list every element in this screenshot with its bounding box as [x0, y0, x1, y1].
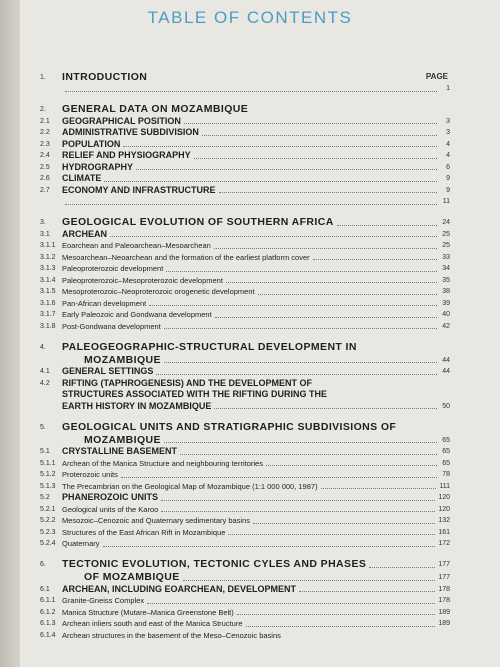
- toc-entry-number: 2.2: [40, 129, 50, 136]
- dot-leader: [321, 488, 437, 489]
- toc-entry[interactable]: [40, 139, 450, 151]
- toc-entry[interactable]: [40, 150, 450, 162]
- toc-entry-number: 6.1: [40, 585, 50, 593]
- toc-entry-title: GEOGRAPHICAL POSITION: [62, 115, 181, 126]
- toc-entry[interactable]: [40, 366, 450, 378]
- toc-entry[interactable]: [40, 492, 450, 504]
- dot-leader: [136, 169, 437, 170]
- toc-entry[interactable]: [40, 286, 450, 298]
- toc-entry[interactable]: [40, 458, 450, 470]
- toc-entry-page: 189: [438, 620, 450, 627]
- toc-entry-page: 178: [438, 597, 450, 604]
- toc-entry-title: ADMINISTRATIVE SUBDIVISION: [62, 127, 199, 137]
- toc-entry-number: 4.: [40, 343, 46, 351]
- toc-entry[interactable]: [40, 162, 450, 174]
- toc-entry-page: 65: [442, 448, 450, 455]
- toc-entry-page: 40: [442, 311, 450, 318]
- toc-entry-page: 65: [442, 436, 450, 444]
- dot-leader: [65, 204, 437, 205]
- toc-entry-title: HYDROGRAPHY: [62, 161, 134, 172]
- toc-entry[interactable]: [40, 378, 450, 390]
- dot-leader: [104, 181, 437, 182]
- toc-entry-title: Quaternary: [62, 539, 100, 548]
- toc-entry-title: Archean of the Manica Structure and neighbouring territories: [62, 458, 263, 468]
- toc-entry-page: 25: [442, 230, 450, 238]
- toc-entry[interactable]: [40, 263, 450, 275]
- toc-entry-number: 4.2: [40, 379, 50, 387]
- toc-entry[interactable]: [40, 185, 450, 197]
- toc-entry[interactable]: [40, 584, 450, 596]
- toc-entry-title: The Precambrian on the Geological Map of Mozambique (1:1 000 000, 1987): [62, 481, 318, 491]
- toc-entry-number: 2.3: [40, 140, 50, 148]
- dot-leader: [164, 442, 437, 443]
- dot-leader: [253, 523, 435, 524]
- dot-leader: [149, 305, 437, 306]
- toc-entry-title: Geological units of the Karoo: [62, 504, 159, 514]
- toc-entry[interactable]: [40, 252, 450, 264]
- toc-entry-title: CRYSTALLINE BASEMENT: [62, 446, 178, 456]
- toc-entry-number: 3.1.8: [40, 322, 56, 330]
- dot-leader: [180, 454, 437, 455]
- toc-entry-number: 2.: [40, 106, 46, 113]
- toc-entry-title: Structures of the East African Rift in Mozambique: [62, 527, 226, 537]
- toc-entry-title: Eoarchean and Paleoarchean–Mesoarchean: [62, 241, 211, 250]
- dot-leader: [228, 534, 435, 535]
- dot-leader: [369, 567, 435, 568]
- toc-entry-page: 111: [439, 482, 450, 490]
- toc-entry-number: 3.1.4: [40, 276, 56, 284]
- toc-entry-page: 177: [438, 574, 450, 581]
- toc-entry-title: Pan-African development: [62, 298, 147, 308]
- toc-entry-number: 5.2.4: [40, 540, 56, 547]
- table-of-contents: [40, 70, 450, 641]
- dot-leader: [219, 192, 437, 193]
- dot-leader: [121, 477, 437, 478]
- toc-entry-title: MOZAMBIQUE: [84, 434, 161, 446]
- toc-entry-number: 3.1.7: [40, 311, 56, 318]
- toc-entry-number: 2.7: [40, 186, 50, 194]
- toc-entry-title: ARCHEAN, INCLUDING EOARCHEAN, DEVELOPMENT: [62, 583, 297, 594]
- toc-entry-title: Early Paleozoic and Gondwana development: [62, 310, 212, 319]
- toc-entry[interactable]: [40, 469, 450, 481]
- dot-leader: [266, 465, 437, 466]
- toc-entry-number: 2.4: [40, 152, 50, 159]
- toc-entry-title: PALEOGEOGRAPHIC-STRUCTURAL DEVELOPMENT IN: [62, 341, 357, 353]
- toc-entry[interactable]: [40, 196, 450, 208]
- toc-entry[interactable]: [40, 340, 450, 353]
- page-title: TABLE OF CONTENTS: [147, 8, 353, 27]
- toc-entry-title: Archean structures in the basement of the Meso–Cenozoic basins: [62, 630, 281, 640]
- dot-leader: [164, 362, 437, 363]
- toc-entry-page: 177: [438, 561, 450, 568]
- toc-entry-page: 9: [446, 186, 450, 194]
- dot-leader: [226, 282, 437, 283]
- section-gap: [40, 412, 450, 420]
- toc-entry-number: 1.: [40, 73, 46, 81]
- toc-entry-title: ECONOMY AND INFRASTRUCTURE: [62, 184, 216, 195]
- toc-entry-number: 3.1.6: [40, 299, 56, 307]
- toc-entry[interactable]: [40, 353, 450, 366]
- dot-leader: [164, 328, 437, 329]
- toc-entry-page: 3: [446, 129, 450, 136]
- dot-leader: [156, 374, 437, 375]
- toc-entry-number: 3.1.3: [40, 265, 56, 272]
- toc-entry[interactable]: [40, 103, 450, 116]
- dot-leader: [258, 294, 437, 295]
- toc-entry-number: 5.: [40, 423, 46, 431]
- toc-entry[interactable]: [40, 173, 450, 185]
- toc-entry-page: 24: [442, 219, 450, 226]
- toc-entry-page: 189: [438, 608, 450, 616]
- dot-leader: [65, 91, 437, 92]
- toc-entry-number: 3.1: [40, 230, 50, 238]
- toc-entry-page: 120: [438, 494, 450, 501]
- toc-entry-title: GENERAL SETTINGS: [62, 366, 154, 376]
- toc-entry-title: Mesoproterozoic–Neoproterozoic orogenetic development: [62, 287, 255, 296]
- toc-entry-number: 6.1.2: [40, 608, 56, 616]
- toc-entry[interactable]: [40, 309, 450, 321]
- toc-entry-page: 11: [442, 198, 450, 205]
- toc-entry[interactable]: [40, 595, 450, 607]
- dot-leader: [214, 248, 437, 249]
- toc-entry[interactable]: [40, 298, 450, 310]
- toc-entry-title: PHANEROZOIC UNITS: [62, 492, 159, 502]
- dot-leader: [337, 225, 437, 226]
- toc-entry[interactable]: [40, 618, 450, 630]
- toc-entry-title: GENERAL DATA ON MOZAMBIQUE: [62, 104, 249, 115]
- toc-entry-title: Paleoproterozoic development: [62, 264, 164, 273]
- toc-entry-page: 44: [442, 356, 450, 364]
- toc-entry-number: 2.6: [40, 175, 50, 182]
- toc-entry-page: 33: [442, 253, 450, 261]
- toc-entry-number: 6.1.4: [40, 631, 56, 639]
- toc-entry-page: 50: [442, 402, 450, 410]
- toc-entry-title: Paleoproterozoic–Mesoproterozoic development: [62, 275, 223, 285]
- toc-entry[interactable]: [40, 481, 450, 493]
- dot-leader: [194, 158, 437, 159]
- toc-entry[interactable]: [40, 275, 450, 287]
- toc-entry-number: 5.1.2: [40, 471, 56, 478]
- dot-leader: [147, 603, 435, 604]
- toc-entry[interactable]: [40, 515, 450, 527]
- dot-leader: [237, 614, 436, 615]
- toc-entry[interactable]: [40, 401, 450, 413]
- toc-entry[interactable]: [40, 216, 450, 229]
- toc-entry[interactable]: [40, 229, 450, 241]
- toc-entry-page: 38: [442, 288, 450, 295]
- toc-entry[interactable]: [40, 389, 450, 401]
- toc-entry-title: GEOLOGICAL EVOLUTION OF SOUTHERN AFRICA: [62, 217, 334, 228]
- page-column-header: PAGE: [425, 72, 448, 81]
- toc-entry-number: 5.1: [40, 448, 50, 455]
- toc-entry-title: STRUCTURES ASSOCIATED WITH THE RIFTING DURING THE: [62, 389, 327, 399]
- dot-leader: [299, 591, 435, 592]
- toc-entry-page: 1: [446, 85, 450, 92]
- toc-entry[interactable]: [40, 527, 450, 539]
- toc-entry[interactable]: [40, 571, 450, 584]
- toc-entry-page: 35: [442, 276, 450, 284]
- toc-entry-title: POPULATION: [62, 138, 121, 149]
- dot-leader: [110, 236, 437, 237]
- toc-entry-page: 178: [438, 585, 450, 593]
- toc-entry-title: MOZAMBIQUE: [84, 354, 161, 366]
- book-gutter: [0, 0, 20, 667]
- toc-entry-page: 6: [446, 163, 450, 171]
- section-gap: [40, 208, 450, 216]
- toc-entry-number: 3.1.5: [40, 288, 56, 295]
- toc-entry-title: Mesoarchean–Neoarchean and the formation of the earliest platform cover: [62, 252, 310, 262]
- toc-entry-number: 3.: [40, 219, 46, 226]
- dot-leader: [103, 546, 436, 547]
- section-gap: [40, 550, 450, 558]
- toc-entry-number: 3.1.2: [40, 253, 56, 261]
- toc-entry[interactable]: [40, 446, 450, 458]
- toc-entry-number: 5.1.1: [40, 459, 56, 467]
- toc-entry-page: 34: [442, 265, 450, 272]
- toc-entry[interactable]: [40, 127, 450, 139]
- dot-leader: [184, 123, 437, 124]
- toc-entry-number: 5.2.3: [40, 528, 56, 536]
- dot-leader: [183, 580, 436, 581]
- toc-entry-number: 5.1.3: [40, 482, 56, 490]
- toc-entry-page: 3: [446, 117, 450, 125]
- toc-entry[interactable]: [40, 433, 450, 446]
- toc-entry-page: 132: [438, 517, 450, 524]
- toc-entry-number: 3.1.1: [40, 242, 56, 249]
- dot-leader: [161, 500, 435, 501]
- toc-entry-title: Granite-Gneiss Complex: [62, 596, 145, 605]
- toc-entry[interactable]: [40, 321, 450, 333]
- toc-entry-page: 4: [446, 140, 450, 148]
- toc-entry[interactable]: [40, 538, 450, 550]
- toc-entry-number: 6.1.3: [40, 620, 56, 627]
- toc-entry-title: RELIEF AND PHYSIOGRAPHY: [62, 150, 191, 160]
- dot-leader: [161, 511, 435, 512]
- toc-entry[interactable]: [40, 240, 450, 252]
- toc-entry-title: GEOLOGICAL UNITS AND STRATIGRAPHIC SUBDIVISIONS OF: [62, 421, 397, 433]
- toc-entry-title: EARTH HISTORY IN MOZAMBIQUE: [62, 400, 212, 411]
- toc-entry-title: Manica Structure (Mutare–Manica Greenstone Belt): [62, 607, 234, 617]
- toc-entry-title: RIFTING (TAPHROGENESIS) AND THE DEVELOPMENT OF: [62, 377, 313, 388]
- toc-entry[interactable]: [40, 116, 450, 128]
- section-gap: [40, 332, 450, 340]
- dot-leader: [123, 146, 437, 147]
- toc-entry-page: 9: [446, 175, 450, 182]
- toc-entry-title: Proterozoic units: [62, 470, 118, 479]
- toc-entry-page: 44: [442, 368, 450, 375]
- toc-entry[interactable]: [40, 630, 450, 642]
- toc-entry[interactable]: [40, 558, 450, 571]
- toc-entry-number: 5.2: [40, 494, 50, 501]
- toc-entry-page: 161: [438, 528, 450, 536]
- toc-entry-page: 42: [442, 322, 450, 330]
- dot-leader: [202, 135, 437, 136]
- dot-leader: [246, 626, 436, 627]
- toc-entry-number: 2.1: [40, 117, 50, 125]
- toc-entry[interactable]: [40, 607, 450, 619]
- toc-entry-title: CLIMATE: [62, 173, 102, 183]
- toc-entry-title: ARCHEAN: [62, 228, 107, 239]
- toc-entry-page: 120: [438, 505, 450, 513]
- toc-entry[interactable]: [40, 70, 450, 83]
- toc-entry-page: 65: [442, 459, 450, 467]
- toc-entry-page: 25: [442, 242, 450, 249]
- dot-leader: [214, 408, 437, 409]
- toc-entry-number: 5.2.2: [40, 517, 56, 524]
- toc-entry-number: 4.1: [40, 368, 50, 375]
- dot-leader: [215, 317, 437, 318]
- toc-entry-title: Post-Gondwana development: [62, 321, 161, 331]
- toc-entry-page: 39: [442, 299, 450, 307]
- dot-leader: [166, 271, 437, 272]
- toc-entry-number: 2.5: [40, 163, 50, 171]
- toc-entry-title: Mesozoic–Cenozoic and Quaternary sedimentary basins: [62, 516, 251, 525]
- toc-entry-number: 5.2.1: [40, 505, 56, 513]
- toc-entry[interactable]: [40, 83, 450, 95]
- toc-entry-title: Archean inliers south and east of the Manica Structure: [62, 619, 243, 628]
- toc-entry-page: 172: [438, 540, 450, 547]
- toc-entry[interactable]: [40, 420, 450, 433]
- toc-entry-page: 4: [446, 152, 450, 159]
- section-gap: [40, 95, 450, 103]
- toc-entry-page: 78: [442, 471, 450, 478]
- toc-entry-title: OF MOZAMBIQUE: [84, 572, 180, 583]
- dot-leader: [313, 259, 437, 260]
- toc-entry-title: INTRODUCTION: [62, 71, 148, 83]
- toc-entry[interactable]: [40, 504, 450, 516]
- toc-entry-number: 6.: [40, 561, 46, 568]
- toc-entry-number: 6.1.1: [40, 597, 56, 604]
- toc-entry-title: TECTONIC EVOLUTION, TECTONIC CYLES AND PHASES: [62, 559, 367, 570]
